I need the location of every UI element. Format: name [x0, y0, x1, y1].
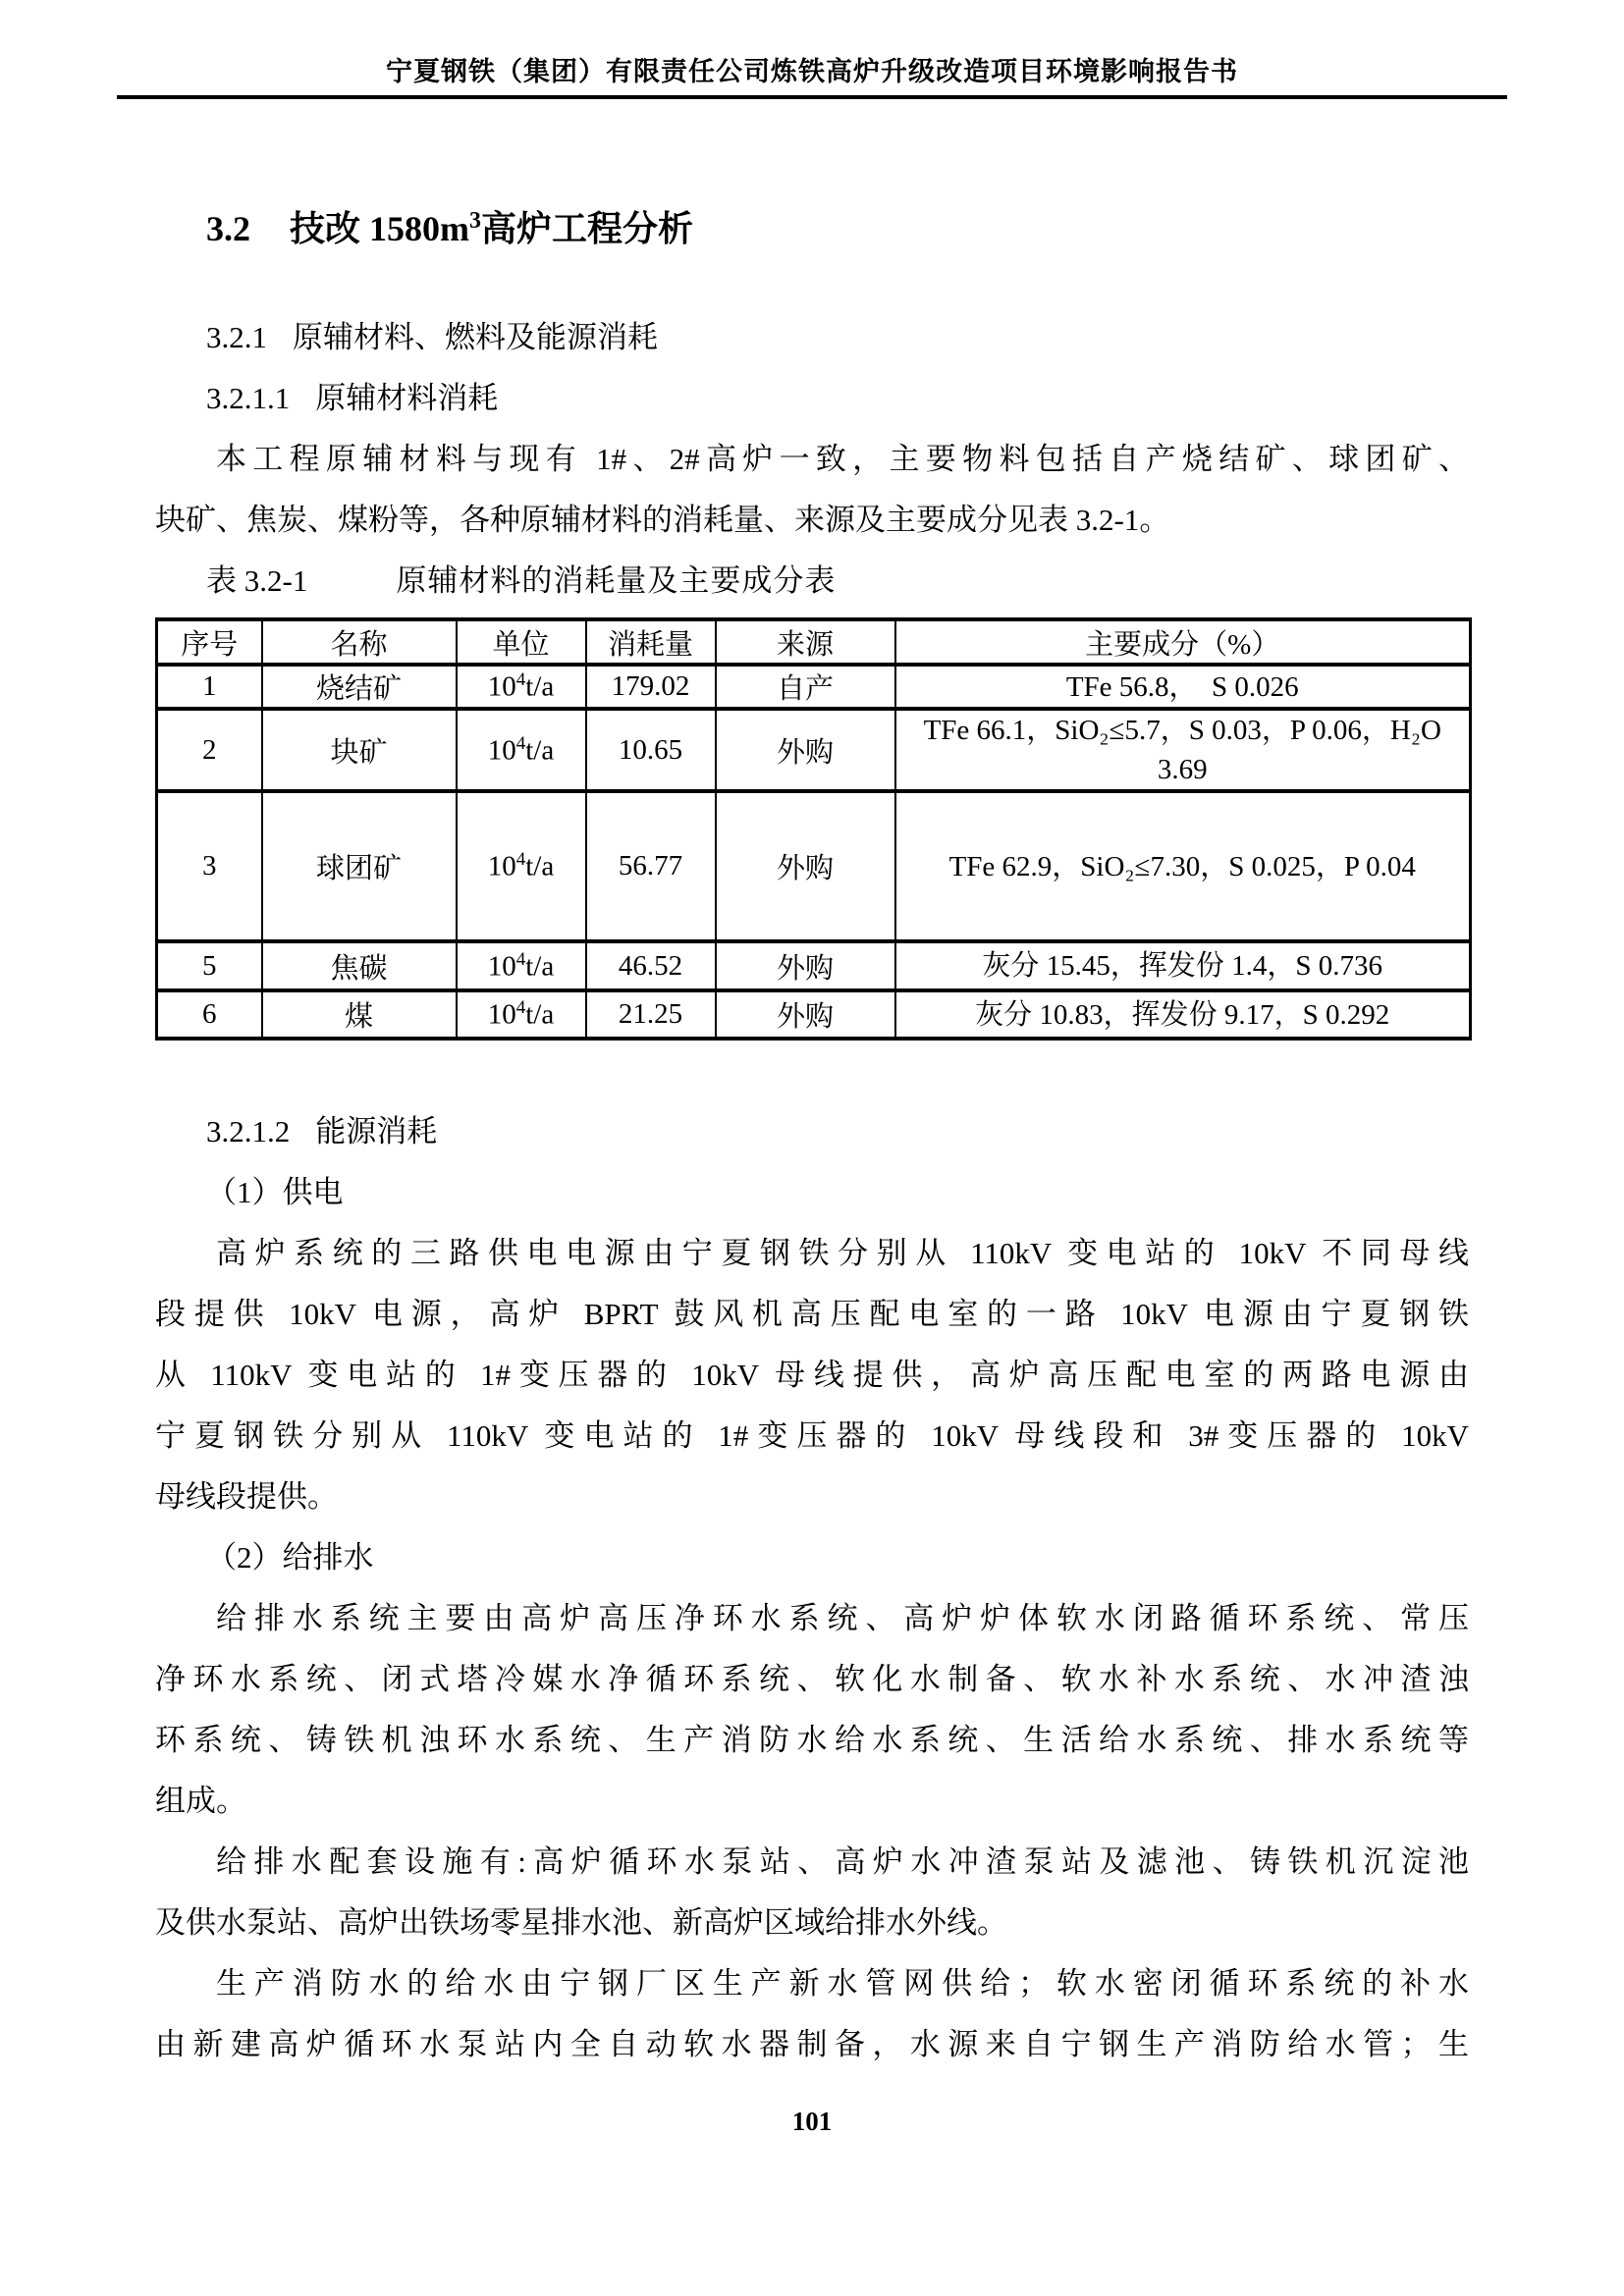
col-header-source: 来源	[716, 619, 895, 665]
unit-exponent: 4	[515, 732, 526, 754]
cell-unit	[457, 791, 586, 941]
cell-index: 2	[157, 709, 262, 791]
paragraph-line: 给排水配套设施有:高炉循环水泵站、高炉水冲渣泵站及滤池、铸铁机沉淀池	[216, 1844, 1469, 1879]
paragraph-line: 块矿、焦炭、煤粉等，各种原辅材料的消耗量、来源及主要成分见表 3.2-1。	[155, 503, 1170, 537]
unit-exponent: 4	[515, 669, 526, 691]
unit-base: 10	[487, 734, 516, 767]
paragraph-line: 组成。	[155, 1784, 246, 1818]
cell-source: 外购	[716, 791, 895, 941]
table-row	[157, 990, 1471, 1039]
table-header-row	[157, 619, 1471, 665]
page-header-title: 宁夏钢铁（集团）有限责任公司炼铁高炉升级改造项目环境影响报告书	[386, 57, 1238, 86]
cell-name: 焦碳	[262, 941, 457, 990]
unit-exponent: 4	[515, 849, 526, 871]
table-caption	[155, 551, 1469, 612]
cell-qty: 21.25	[586, 990, 716, 1039]
cell-qty: 10.65	[586, 709, 716, 791]
col-header-unit: 单位	[457, 619, 586, 665]
cell-composition: 灰分 15.45，挥发份 1.4，S 0.736	[895, 941, 1471, 990]
upper-text-block	[155, 307, 1469, 612]
table-row	[157, 791, 1471, 941]
cell-source: 自产	[716, 665, 895, 709]
cell-index: 3	[157, 791, 262, 941]
cell-composition: TFe 66.1，SiO₂≤5.7，S 0.03，P 0.06，H₂O 3.69	[895, 709, 1471, 791]
paragraph-line: 母线段提供。	[155, 1479, 338, 1514]
cell-index: 5	[157, 941, 262, 990]
paragraph-line: 段提供 10kV 电源，高炉 BPRT 鼓风机高压配电室的一路 10kV 电源由宁夏钢铁	[155, 1297, 1469, 1331]
unit-base: 10	[487, 850, 516, 882]
table-caption-label: 表 3.2-1	[206, 563, 308, 598]
cell-name: 煤	[262, 990, 457, 1039]
section-number: 3.2	[206, 209, 250, 248]
paragraph-line: 宁夏钢铁分别从 110kV 变电站的 1#变压器的 10kV 母线段和 3#变压器的 10kV	[155, 1418, 1469, 1453]
col-header-comp: 主要成分（%）	[895, 619, 1471, 665]
paragraph-line: 净环水系统、闭式塔冷媒水净循环系统、软化水制备、软水补水系统、水冲渣浊	[155, 1662, 1469, 1696]
cell-composition: TFe 56.8， S 0.026	[895, 665, 1471, 709]
col-header-index: 序号	[157, 619, 262, 665]
section-title: 能源消耗	[315, 1114, 438, 1148]
cell-index: 6	[157, 990, 262, 1039]
table-row	[157, 665, 1471, 709]
unit-base: 10	[487, 950, 516, 983]
section-heading-3-2-1	[155, 307, 1469, 368]
paragraph-line: 由新建高炉循环水泵站内全自动软水器制备，水源来自宁钢生产消防给水管；生	[155, 2027, 1469, 2061]
paragraph-line: 给排水系统主要由高炉高压净环水系统、高炉炉体软水闭路循环系统、常压	[216, 1601, 1469, 1635]
section-title: 原辅材料、燃料及能源消耗	[293, 320, 658, 354]
unit-base: 10	[487, 670, 516, 703]
subheading-power-supply: （1）供电	[206, 1175, 344, 1209]
page-number: 101	[791, 2107, 833, 2136]
cell-source: 外购	[716, 990, 895, 1039]
col-header-name: 名称	[262, 619, 457, 665]
cell-name: 烧结矿	[262, 665, 457, 709]
cell-composition: TFe 62.9，SiO₂≤7.30，S 0.025，P 0.04	[895, 791, 1471, 941]
section-title: 原辅材料消耗	[315, 381, 499, 415]
section-heading-3-2-1-2	[155, 1101, 1469, 1162]
paragraph-line: 从 110kV 变电站的 1#变压器的 10kV 母线提供，高炉高压配电室的两路电源由	[155, 1358, 1469, 1392]
table-row	[157, 709, 1471, 791]
paragraph-line: 及供水泵站、高炉出铁场零星排水池、新高炉区域给排水外线。	[155, 1905, 1007, 1940]
col-header-qty: 消耗量	[586, 619, 716, 665]
page-header	[0, 0, 1624, 99]
cell-name: 球团矿	[262, 791, 457, 941]
cell-unit	[457, 990, 586, 1039]
unit-suffix: t/a	[525, 734, 555, 767]
cell-unit	[457, 941, 586, 990]
section-heading-3-2-1-1	[155, 368, 1469, 429]
section-title-pre: 技改 1580m	[290, 209, 469, 248]
section-title-post: 高炉工程分析	[481, 209, 694, 248]
cell-index: 1	[157, 665, 262, 709]
section-number: 3.2.1	[206, 320, 267, 354]
unit-suffix: t/a	[525, 950, 555, 983]
cell-qty: 179.02	[586, 665, 716, 709]
unit-suffix: t/a	[525, 670, 555, 703]
unit-base: 10	[487, 998, 516, 1031]
paragraph-line: 本工程原辅材料与现有 1#、2#高炉一致，主要物料包括自产烧结矿、球团矿、	[216, 442, 1469, 476]
superscript-3: 3	[469, 208, 481, 234]
cell-name: 块矿	[262, 709, 457, 791]
cell-source: 外购	[716, 709, 895, 791]
subheading-water-supply: （2）给排水	[206, 1540, 374, 1575]
table-row	[157, 941, 1471, 990]
table-caption-title: 原辅材料的消耗量及主要成分表	[396, 563, 837, 598]
unit-exponent: 4	[515, 997, 526, 1019]
paragraph-line: 生产消防水的给水由宁钢厂区生产新水管网供给；软水密闭循环系统的补水	[216, 1966, 1469, 2001]
cell-composition: 灰分 10.83，挥发份 9.17，S 0.292	[895, 990, 1471, 1039]
header-rule	[117, 95, 1507, 99]
cell-source: 外购	[716, 941, 895, 990]
section-heading-3-2	[206, 197, 1469, 252]
unit-suffix: t/a	[525, 998, 555, 1031]
cell-unit	[457, 665, 586, 709]
section-number: 3.2.1.2	[206, 1114, 291, 1148]
cell-qty: 46.52	[586, 941, 716, 990]
section-number: 3.2.1.1	[206, 381, 291, 415]
paragraph-line: 高炉系统的三路供电电源由宁夏钢铁分别从 110kV 变电站的 10kV 不同母线	[216, 1236, 1469, 1270]
materials-consumption-table	[155, 617, 1472, 1041]
unit-suffix: t/a	[525, 850, 555, 882]
cell-qty: 56.77	[586, 791, 716, 941]
cell-unit	[457, 709, 586, 791]
lower-text-block	[155, 1101, 1469, 2075]
content-column	[0, 197, 1624, 2075]
paragraph-line: 环系统、铸铁机浊环水系统、生产消防水给水系统、生活给水系统、排水系统等	[155, 1723, 1469, 1757]
unit-exponent: 4	[515, 948, 526, 970]
